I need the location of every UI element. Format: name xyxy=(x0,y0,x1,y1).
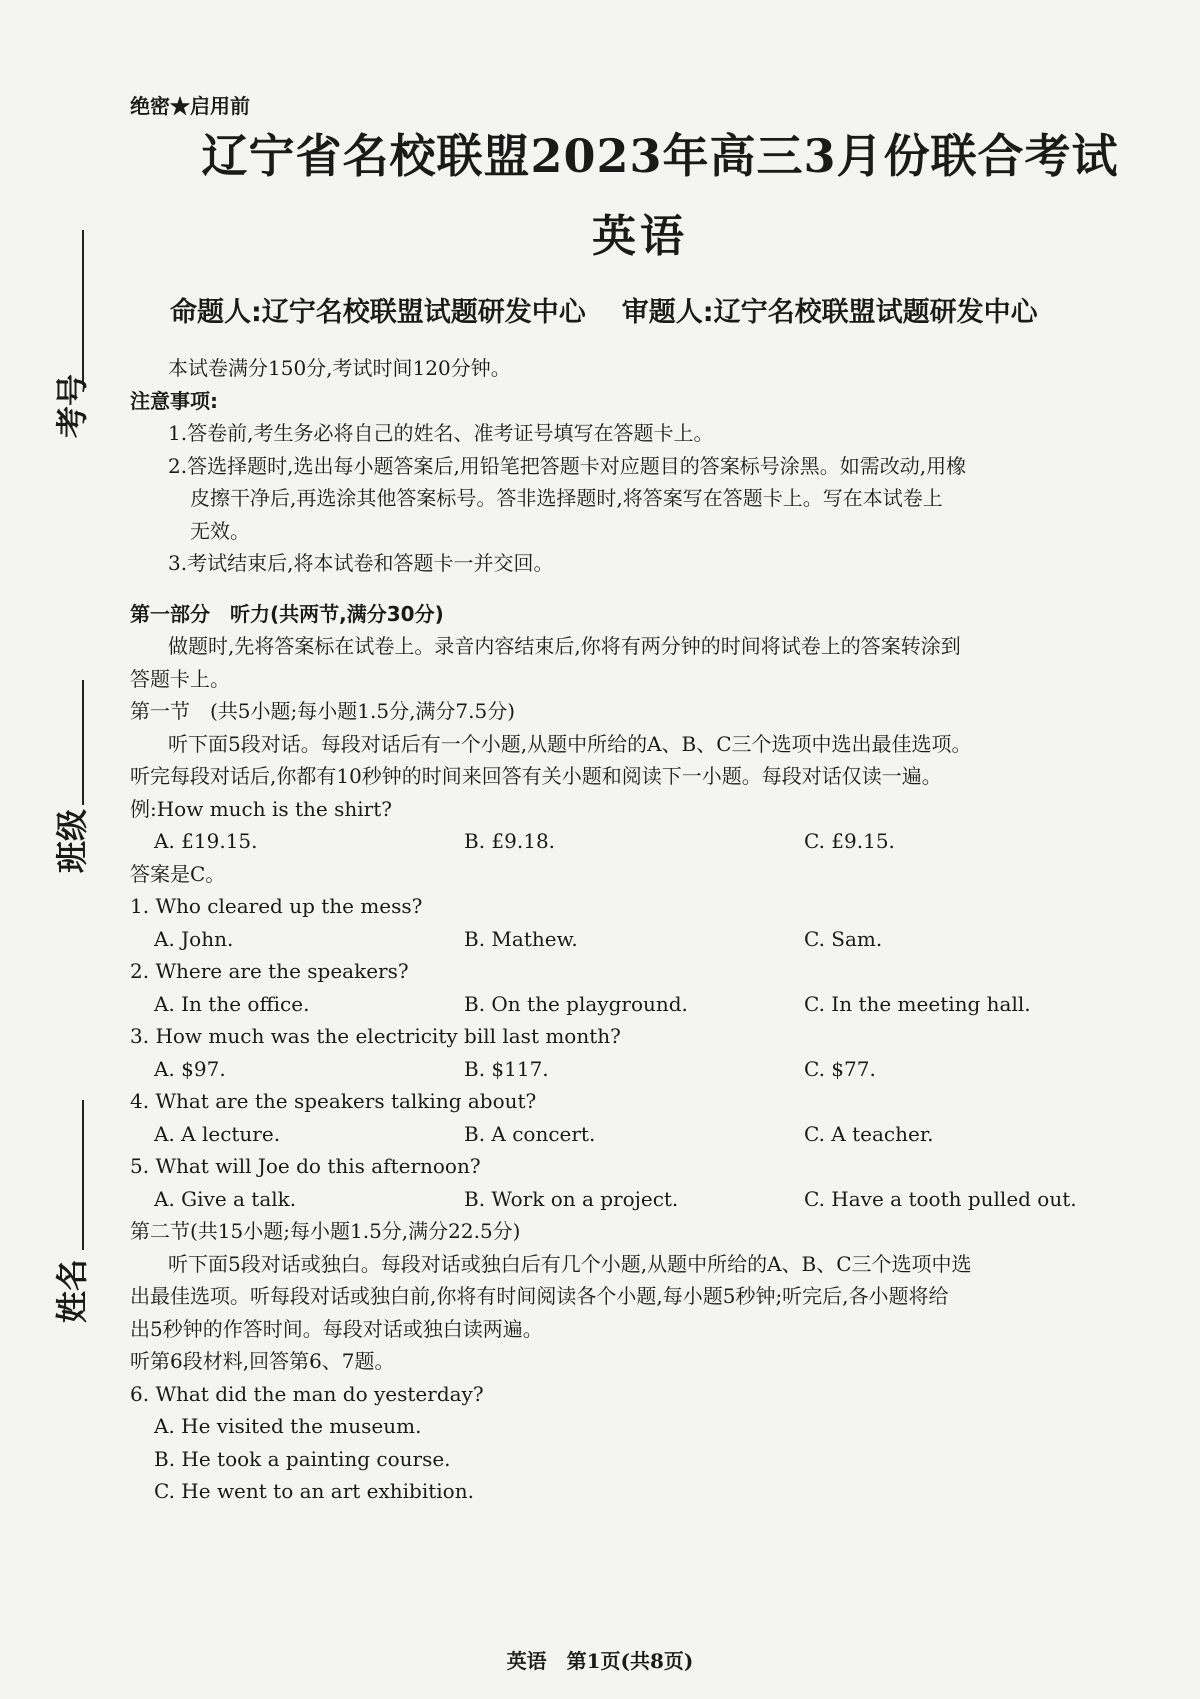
example-option-a: A. £19.15. xyxy=(154,829,258,853)
note-3: 3.考试结束后,将本试卷和答题卡一并交回。 xyxy=(168,551,554,575)
section1-instruction: 听下面5段对话。每段对话后有一个小题,从题中所给的A、B、C三个选项中选出最佳选项。 xyxy=(168,731,972,756)
part1-instruction: 做题时,先将答案标在试卷上。录音内容结束后,你将有两分钟的时间将试卷上的答案转涂到 xyxy=(168,634,961,658)
section1-title: 第一节 (共5小题;每小题1.5分,满分7.5分) xyxy=(130,699,516,723)
part1-title: 第一部分 听力(共两节,满分30分) xyxy=(130,601,444,626)
section2-instruction: 听下面5段对话或独白。每段对话或独白后有几个小题,从题中所给的A、B、C三个选项中选 xyxy=(168,1251,972,1276)
question-3-option-c: C. $77. xyxy=(804,1056,876,1081)
exam-number-line xyxy=(82,230,84,385)
question-3-option-b: B. $117. xyxy=(464,1056,549,1081)
question-5-options xyxy=(130,1183,1160,1216)
material-6-heading: 听第6段材料,回答第6、7题。 xyxy=(130,1349,395,1373)
name-label: 姓名 xyxy=(53,1258,91,1323)
example-option-c: C. £9.15. xyxy=(804,829,895,853)
setter: 命题人:辽宁名校联盟试题研发中心 xyxy=(170,297,586,328)
question-4: 4. What are the speakers talking about? xyxy=(130,1089,537,1113)
question-2-option-c: C. In the meeting hall. xyxy=(804,991,1031,1016)
question-2-option-b: B. On the playground. xyxy=(464,991,688,1016)
question-2: 2. Where are the speakers? xyxy=(130,959,409,983)
question-4-option-b: B. A concert. xyxy=(464,1121,596,1146)
question-6-option-a: A. He visited the museum. xyxy=(154,1414,422,1438)
question-1-option-a: A. John. xyxy=(154,926,234,951)
question-4-option-a: A. A lecture. xyxy=(154,1121,281,1146)
question-5-option-a: A. Give a talk. xyxy=(154,1186,297,1211)
question-5-option-b: B. Work on a project. xyxy=(464,1186,679,1211)
example-answer: 答案是C。 xyxy=(130,861,226,886)
example-option-b: B. £9.18. xyxy=(464,829,556,853)
confidential-mark: 绝密★启用前 xyxy=(130,94,250,118)
question-1-option-c: C. Sam. xyxy=(804,926,883,951)
section2-instruction-end: 出5秒钟的作答时间。每段对话或独白读两遍。 xyxy=(130,1316,543,1341)
binding-margin xyxy=(40,0,110,1699)
example-question: 例:How much is the shirt? xyxy=(130,796,392,821)
example-options xyxy=(130,825,1160,858)
score-time: 本试卷满分150分,考试时间120分钟。 xyxy=(168,356,511,380)
class-label: 班级 xyxy=(53,808,91,873)
page-footer: 英语 第1页(共8页) xyxy=(506,1649,694,1673)
authors xyxy=(170,290,1170,329)
question-1-options xyxy=(130,923,1160,956)
part1-instruction-cont: 答题卡上。 xyxy=(130,666,230,691)
section1-instruction-cont: 听完每段对话后,你都有10秒钟的时间来回答有关小题和阅读下一小题。每段对话仅读一遍。 xyxy=(130,764,942,788)
exam-body xyxy=(130,352,1160,1508)
note-2-end: 无效。 xyxy=(190,518,250,543)
question-3-option-a: A. $97. xyxy=(154,1056,226,1081)
note-2: 2.答选择题时,选出每小题答案后,用铅笔把答题卡对应题目的答案标号涂黑。如需改动,用橡 xyxy=(168,453,967,478)
question-1-option-b: B. Mathew. xyxy=(464,926,578,951)
question-4-options xyxy=(130,1118,1160,1151)
section2-instruction-cont: 出最佳选项。听每段对话或独白前,你将有时间阅读各个小题,每小题5秒钟;听完后,各小题将给 xyxy=(130,1284,949,1308)
exam-number-label: 考号 xyxy=(53,373,91,438)
notice-title: 注意事项: xyxy=(130,388,218,413)
question-3: 3. How much was the electricity bill last month? xyxy=(130,1024,621,1048)
question-5-option-c: C. Have a tooth pulled out. xyxy=(804,1186,1077,1211)
exam-title: 辽宁省名校联盟2023年高三3月份联合考试 xyxy=(201,129,1119,183)
note-1: 1.答卷前,考生务必将自己的姓名、准考证号填写在答题卡上。 xyxy=(168,421,714,445)
note-2-cont: 皮擦干净后,再选涂其他答案标号。答非选择题时,将答案写在答题卡上。写在本试卷上 xyxy=(190,486,943,510)
question-6: 6. What did the man do yesterday? xyxy=(130,1381,484,1406)
question-2-options xyxy=(130,988,1160,1021)
question-5: 5. What will Joe do this afternoon? xyxy=(130,1154,481,1178)
reviewer: 审题人:辽宁名校联盟试题研发中心 xyxy=(621,297,1038,328)
section2-title: 第二节(共15小题;每小题1.5分,满分22.5分) xyxy=(130,1219,521,1243)
name-line xyxy=(82,1100,84,1250)
question-6-option-c: C. He went to an art exhibition. xyxy=(154,1479,474,1503)
question-3-options xyxy=(130,1053,1160,1086)
question-4-option-c: C. A teacher. xyxy=(804,1121,934,1146)
question-2-option-a: A. In the office. xyxy=(154,991,310,1016)
name-field xyxy=(40,1100,110,1360)
class-field xyxy=(40,680,110,910)
question-6-option-b: B. He took a painting course. xyxy=(154,1446,451,1471)
question-1: 1. Who cleared up the mess? xyxy=(130,894,423,918)
exam-number-field xyxy=(40,230,110,460)
subject-title: 英语 xyxy=(592,211,688,262)
class-line xyxy=(82,680,84,805)
